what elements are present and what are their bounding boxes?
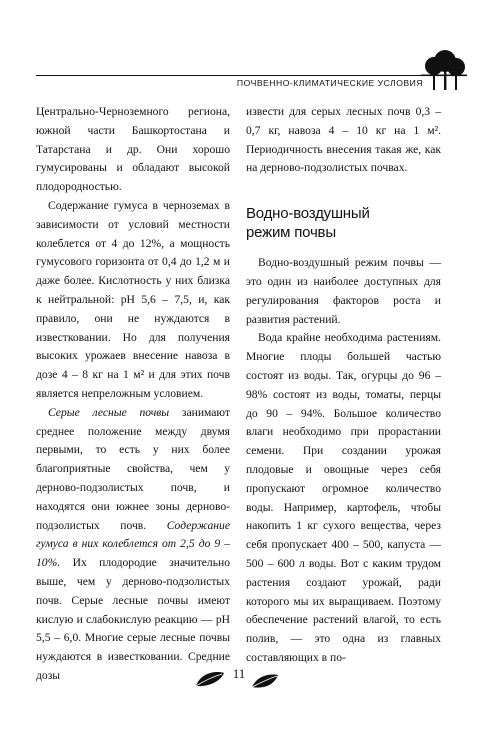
header-rule: [36, 75, 431, 76]
leaf-icon: [194, 670, 226, 688]
paragraph: Вода крайне необходима растениям. Многие плоды большей частью состоят из воды. Так, огурцы до 96 – 98% состоят из воды, томаты, перцы до 90 – 94%. Большое количество влаги необходимо при прорастании семени. При создании урожая плодовые и овощные через себя пропускают огромное количество воды. Например, картофель, чтобы накопить 1 кг сухого вещества, через себя пропускает 400 – 500, капуста — 500 – 600 л воды. Вот с каким трудом растения создают урожай, ради которого мы их выращиваем. Поэтому обеспечение растений влагой, то есть полив, — это одна из главных составляющих в по-: [246, 331, 441, 664]
paragraph-text: Их плодородие значительно выше, чем у дерново-подзолистых почв. Серые лесные почвы имеют кислую и слабокислую реакцию — pH 5,5 – 6,0. Многие серые лесные почвы нуждаются в известковании. Средние дозы: [36, 556, 230, 682]
trees-icon: [421, 48, 467, 92]
paragraph: [36, 404, 230, 686]
paragraph: извести для серых лесных почв 0,3 – 0,7 кг, навоза 4 – 10 кг на 1 м². Периодичность внесения такая же, как на дерново-подзолистых почвах.: [246, 105, 441, 175]
section-title: [246, 204, 441, 242]
left-column: [36, 103, 230, 686]
leaf-icon: [250, 672, 280, 690]
page-footer: [0, 666, 500, 696]
right-column: [246, 103, 441, 668]
paragraph: Содержание гумуса в черноземах в зависимости от условий местности колеблется от 4 до 12%, а мощность гумусового горизонта от 0,4 до 1,2 м и даже более. Кислотность у них близка к нейтральной: pH 5,6 – 7,5, и, как правило, они не нуждаются в известковании. Но для получения высоких урожаев внесение навоза в дозе 4 – 8 кг на 1 м² и для этих почв является непреложным условием.: [36, 198, 230, 400]
running-head: ПОЧВЕННО-КЛИМАТИЧЕСКИЕ УСЛОВИЯ: [236, 78, 423, 88]
paragraph-text: занимают среднее положение между двумя первыми, то есть у них более благоприятные свойства, чем у дерново-подзолистых почв, и находятся они южнее зоны дерново-подзолистых почв.: [36, 405, 230, 532]
italic-text: Содержание гумуса в них колеблется от 2,5 до 9 – 10%.: [36, 518, 230, 570]
section-title-line: Водно-воздушный: [246, 205, 370, 223]
paragraph: Центрально-Черноземного региона, южной части Башкортостана и Татарстана и др. Они хорошо гумусированы и обладают высокой плодородностью.: [36, 105, 230, 194]
section-title-line: режим почвы: [246, 224, 336, 242]
paragraph: Водно-воздушный режим почвы — это один из наиболее доступных для регулирования факторов роста и развития растений.: [246, 256, 441, 326]
italic-term: Серые лесные почвы: [48, 405, 170, 419]
page-number: 11: [232, 666, 246, 681]
